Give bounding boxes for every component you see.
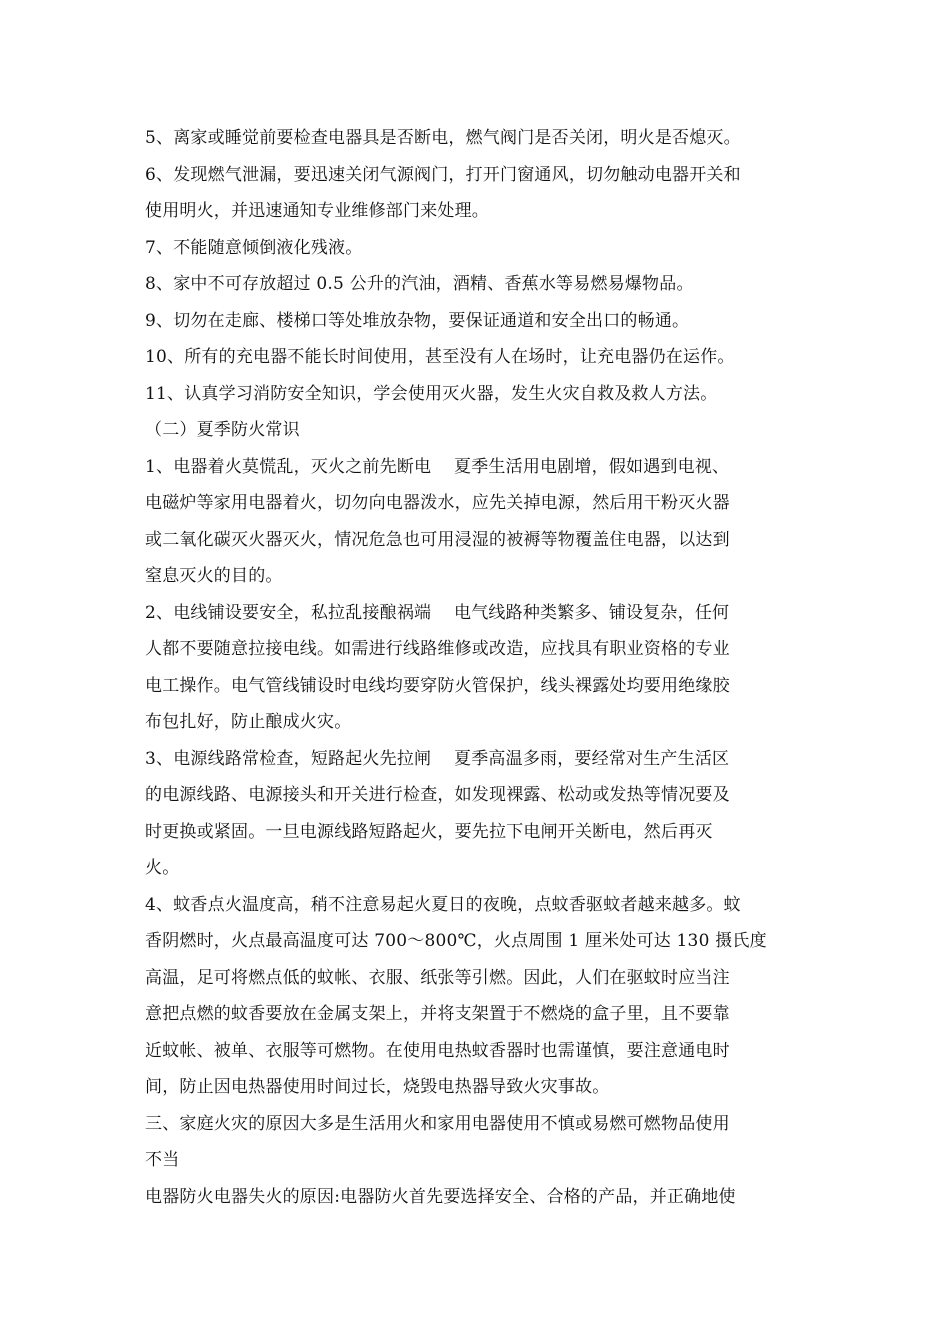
item-8 — [145, 266, 810, 303]
text-line: 4、蚊香点火温度高，稍不注意易起火夏日的夜晚，点蚊香驱蚊者越来越多。蚊 — [145, 894, 741, 915]
section-heading-summer-fire-safety — [145, 412, 810, 449]
item-5 — [145, 120, 810, 157]
text-line: 窒息灭火的目的。 — [145, 566, 283, 586]
text-line: 7、不能随意倾倒液化残液。 — [145, 237, 363, 258]
text-line: 2、电线铺设要安全，私拉乱接酿祸端 电气线路种类繁多、铺设复杂，任何 — [145, 602, 730, 623]
section-heading: （二）夏季防火常识 — [145, 420, 300, 440]
text-line: 3、电源线路常检查，短路起火先拉闸 夏季高温多雨，要经常对生产生活区 — [145, 748, 730, 769]
text-line: 间，防止因电热器使用时间过长，烧毁电热器导致火灾事故。 — [145, 1077, 610, 1097]
text-line: 意把点燃的蚊香要放在金属支架上，并将支架置于不燃烧的盒子里，且不要靠 — [145, 1004, 730, 1024]
text-line: 时更换或紧固。一旦电源线路短路起火，要先拉下电闸开关断电，然后再灭 — [145, 821, 713, 842]
text-line: 不当 — [145, 1150, 180, 1170]
text-line: 火。 — [145, 858, 180, 878]
text-line: 11、认真学习消防安全知识，学会使用灭火器，发生火灾自救及救人方法。 — [145, 383, 718, 404]
text-line: 8、家中不可存放超过 0.5 公升的汽油，酒精、香蕉水等易燃易爆物品。 — [145, 274, 694, 294]
text-line: 10、所有的充电器不能长时间使用，甚至没有人在场时，让充电器仍在运作。 — [145, 347, 735, 367]
electrical-fire-prevention — [145, 1179, 810, 1216]
item-7 — [145, 230, 810, 267]
text-line: 5、离家或睡觉前要检查电器具是否断电，燃气阀门是否关闭，明火是否熄灭。 — [145, 128, 741, 148]
text-line: 三、家庭火灾的原因大多是生活用火和家用电器使用不慎或易燃可燃物品使用 — [145, 1113, 730, 1134]
text-line: 电磁炉等家用电器着火，切勿向电器泼水，应先关掉电源，然后用干粉灭火器 — [145, 493, 730, 513]
summer-item-4 — [145, 887, 810, 1106]
summer-item-2 — [145, 595, 810, 741]
text-line: 或二氧化碳灭火器灭火，情况危急也可用浸湿的被褥等物覆盖住电器，以达到 — [145, 529, 730, 550]
summer-item-3 — [145, 741, 810, 887]
item-6 — [145, 157, 810, 230]
document-body — [145, 120, 810, 1215]
summer-item-1 — [145, 449, 810, 595]
text-line: 使用明火，并迅速通知专业维修部门来处理。 — [145, 201, 489, 221]
text-line: 人都不要随意拉接电线。如需进行线路维修或改造，应找具有职业资格的专业 — [145, 639, 730, 659]
text-line: 电工操作。电气管线铺设时电线均要穿防火管保护，线头裸露处均要用绝缘胶 — [145, 675, 730, 696]
text-line: 近蚊帐、被单、衣服等可燃物。在使用电热蚊香器时也需谨慎，要注意通电时 — [145, 1040, 730, 1061]
text-line: 9、切勿在走廊、楼梯口等处堆放杂物，要保证通道和安全出口的畅通。 — [145, 310, 690, 331]
item-10 — [145, 339, 810, 376]
item-9 — [145, 303, 810, 340]
text-line: 高温，足可将燃点低的蚊帐、衣服、纸张等引燃。因此，人们在驱蚊时应当注 — [145, 967, 730, 988]
text-line: 布包扎好，防止酿成火灾。 — [145, 712, 352, 732]
text-line: 的电源线路、电源接头和开关进行检查，如发现裸露、松动或发热等情况要及 — [145, 785, 730, 805]
text-line: 香阴燃时，火点最高温度可达 700～800℃，火点周围 1 厘米处可达 130 摄氏度 — [145, 931, 767, 951]
item-11 — [145, 376, 810, 413]
text-line: 电器防火电器失火的原因:电器防火首先要选择安全、合格的产品，并正确地使 — [145, 1186, 736, 1207]
text-line: 6、发现燃气泄漏，要迅速关闭气源阀门，打开门窗通风，切勿触动电器开关和 — [145, 164, 741, 185]
section-heading-household-fire-causes — [145, 1106, 810, 1179]
text-line: 1、电器着火莫慌乱，灭火之前先断电 夏季生活用电剧增，假如遇到电视、 — [145, 456, 730, 477]
